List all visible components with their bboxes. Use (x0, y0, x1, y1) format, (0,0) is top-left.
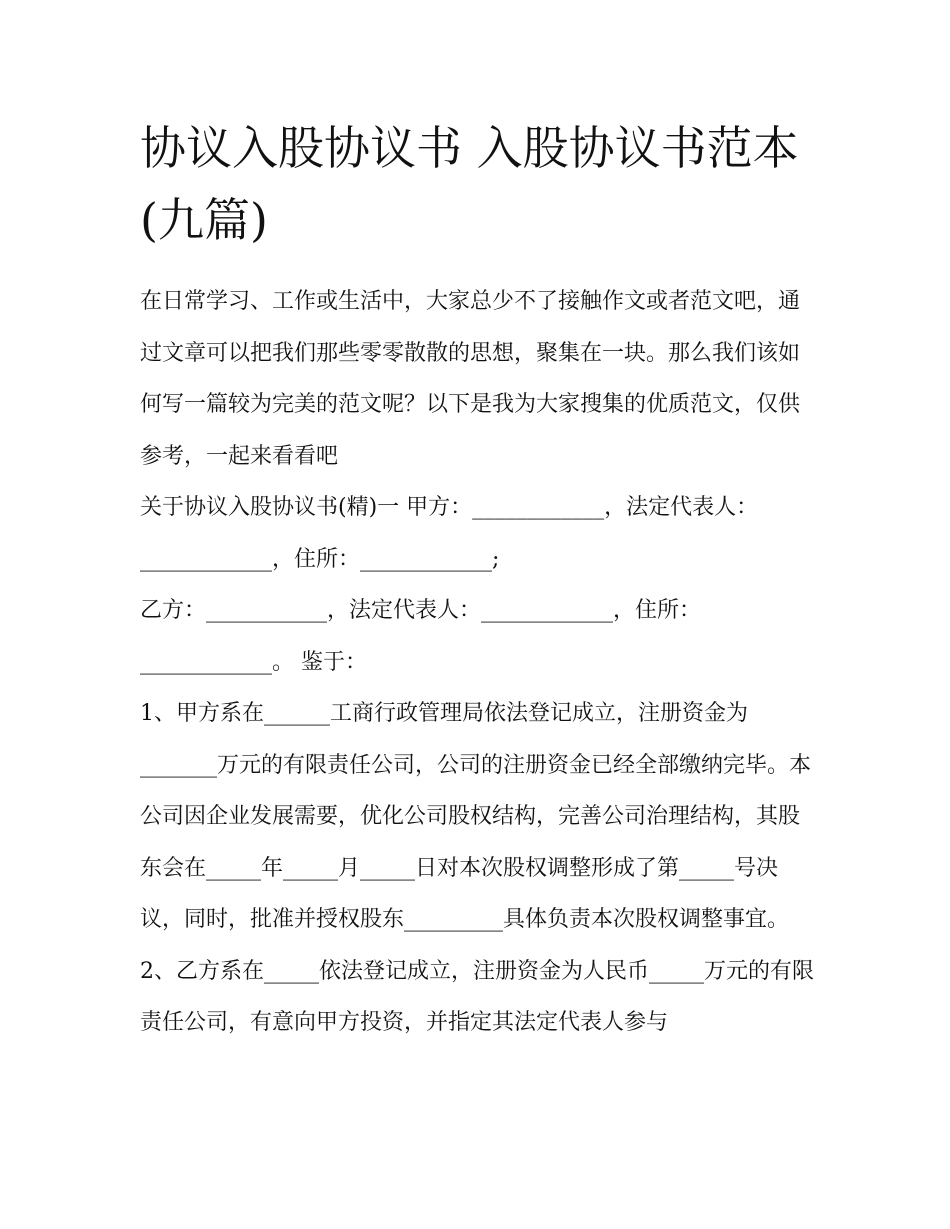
document-body (140, 276, 820, 1049)
clause-1-paragraph: 1、甲方系在______工商行政管理局依法登记成立，注册资金为_______万元的有限责任公司，公司的注册资金已经全部缴纳完毕。本公司因企业发展需要，优化公司股权结构，完善公司治理结构，其股东会在_____年_____月_____日对本次股权调整形成了第_____号决议，同时，批准并授权股东_________具体负责本次股权调整事宜。 (140, 701, 812, 932)
document-title: 协议入股协议书 入股协议书范本(九篇) (140, 121, 799, 247)
intro-paragraph: 在日常学习、工作或生活中，大家总少不了接触作文或者范文吧，通过文章可以把我们那些零零散散的思想，聚集在一块。那么我们该如何写一篇较为完美的范文呢？以下是我为大家搜集的优质范文，仅供参考，一起来看看吧 (140, 289, 801, 469)
party-a-paragraph: 关于协议入股协议书(精)一 甲方：____________，法定代表人：____________，住所：____________; (140, 495, 759, 572)
party-b-paragraph: 乙方：___________，法定代表人：____________，住所：____________。 鉴于： (140, 598, 702, 675)
clause-2-paragraph: 2、乙方系在_____依法登记成立，注册资金为人民币_____万元的有限责任公司，有意向甲方投资，并指定其法定代表人参与 (140, 958, 814, 1035)
